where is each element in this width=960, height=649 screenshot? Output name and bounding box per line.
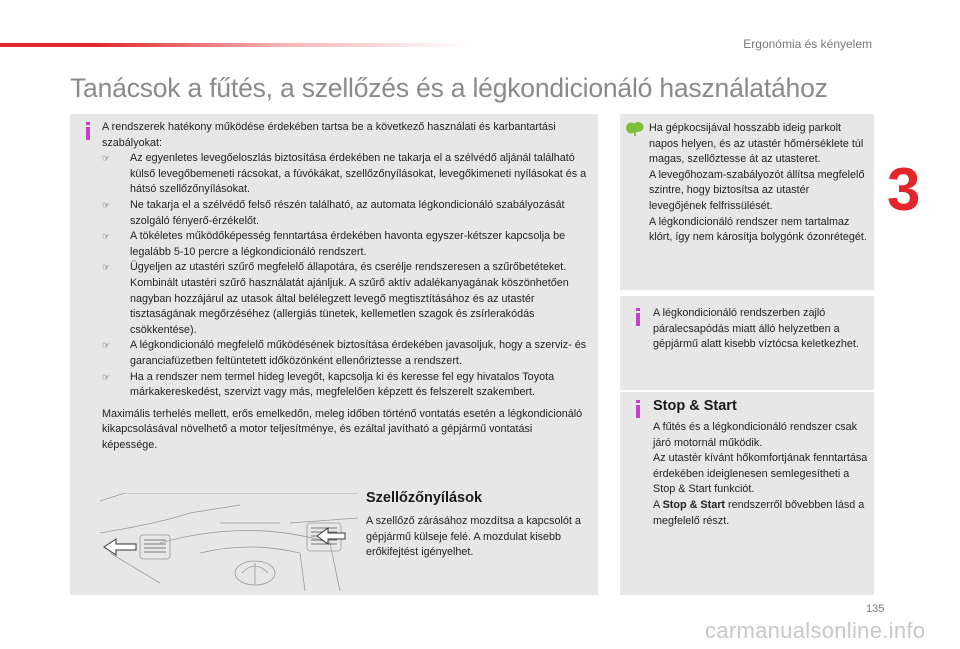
watermark: carmanualsonline.info [705, 618, 926, 643]
list-item: ☞ Ha a rendszer nem termel hideg levegőt, kapcsolja ki és keresse fel egy hivatalos Toyota márkakereskedést, szervizt vagy más, megfelelően képzett és felszerelt szakembert. [102, 370, 555, 399]
condensation-info-box [620, 296, 874, 390]
dashboard-vent-illustration [100, 493, 358, 591]
chapter-number: 3 [887, 156, 921, 223]
list-item: ☞ A tökéletes működőképesség fenntartása érdekében havonta egyszer-kétszer kapcsolja be legalább 5-10 percre a légkondicionáló rendszert. [102, 230, 566, 258]
info-icon [84, 122, 92, 140]
info-icon [634, 308, 642, 326]
bullet-icon: ☞ [102, 231, 111, 242]
filter-note: Kombinált utastéri szűrő használatát ajánljuk. A szűrő aktív adalékanyagának köszönhetően nagyban hozzájárul az utasok által belélegzett levegő megtisztításához és az utastér tisztaságának megőrzéséhez (allergiás tünetek, kellemetlen szagok és zsírlerakódás csökkentése). [130, 276, 569, 336]
list-item: ☞ Ne takarja el a szélvédő felső részén található, az automata légkondicionáló szabályozását szolgáló fényerő-érzékelőt. [102, 198, 565, 227]
stop-start-ref-bold: Stop & Start [662, 498, 725, 511]
load-paragraph: Maximális terhelés mellett, erős emelkedőn, meleg időben történő vontatás esetén a légkondicionáló kikapcsolásával növelhető a motor teljesítménye, és ezáltal javítható a gépjármű vontatási képessége. [102, 407, 583, 451]
stop-start-content [653, 420, 868, 529]
bullet-icon: ☞ [102, 199, 111, 210]
header-accent-bar [0, 43, 470, 47]
list-item: ☞ A légkondicionáló megfelelő működésének biztosítása érdekében javasoljuk, hogy a szerviz- és garanciafüzetben feltüntetett időközönként ellenőriztesse a rendszert. [102, 339, 587, 367]
vents-heading: Szellőzőnyílások [366, 490, 483, 506]
advice-list [102, 151, 590, 401]
page-number: 135 [866, 603, 885, 615]
bullet-icon: ☞ [102, 371, 111, 382]
stop-start-heading: Stop & Start [653, 398, 737, 414]
leaf-icon [626, 122, 644, 136]
eco-text: Ha gépkocsijával hosszabb ideig parkolt napos helyen, és az utastér hőmérséklete túl magas, szellőztesse át az utasteret. A levegőhozam-szabályozót állítsa megfelelő szintre, hogy biztosítsa az utastér levegőjének felfrissülését. A légkondicionáló rendszer nem tartalmaz klórt, így nem károsítja bolygónk ózonrétegét. [649, 122, 867, 244]
bullet-icon: ☞ [102, 262, 111, 273]
vents-text: A szellőző zárásához mozdítsa a kapcsolót a gépjármű külseje felé. A mozdulat kisebb erőkifejtést igényelhet. [366, 515, 581, 559]
main-content [102, 120, 590, 453]
stop-start-text: A fűtés és a légkondicionáló rendszer csak járó motornál működik. Az utastér kívánt hőkomfortjának fenntartása érdekében ideiglenesen semlegesítheti a Stop & Start funkciót. [653, 421, 868, 496]
section-title: Ergonómia és kényelem [743, 37, 872, 51]
page-title: Tanácsok a fűtés, a szellőzés és a légkondicionáló használatához [70, 73, 828, 103]
stop-start-box [620, 392, 874, 595]
bullet-icon: ☞ [102, 340, 111, 351]
list-item: ☞ Ügyeljen az utastéri szűrő megfelelő állapotára, és cserélje rendszeresen a szűrőbetéteket. Kombinált utastéri szűrő használatát ajánljuk. A szűrő aktív adalékanyagának köszönhetően nagyban hozzájárul az utasok által belélegzett levegő megtisztításához és az utastér tisztaságának megőrzéséhez (allergiás tünetek, kellemetlen szagok és zsírlerakódás csökkentése). [102, 260, 590, 338]
info-icon [634, 400, 642, 418]
bullet-icon: ☞ [102, 153, 111, 164]
intro-text: A rendszerek hatékony működése érdekében tartsa be a következő használati és karbantartási szabályokat: [102, 121, 556, 149]
list-item: ☞ Az egyenletes levegőeloszlás biztosítása érdekében ne takarja el a szélvédő aljánál található külső levegőbemeneti rácsokat, a fúvókákat, szellőzőnyílásokat, levegőkimeneti nyílásokat és a hátsó szellőzőnyílásokat. [102, 152, 587, 196]
stop-start-reference: A Stop & Start rendszerről bővebben lásd a megfelelő részt. [653, 498, 865, 527]
condensation-text: A légkondicionáló rendszerben zajló páralecsapódás miatt álló helyzetben a gépjármű alatt kisebb víztócsa keletkezhet. [653, 307, 859, 351]
eco-advice-box [620, 114, 874, 290]
